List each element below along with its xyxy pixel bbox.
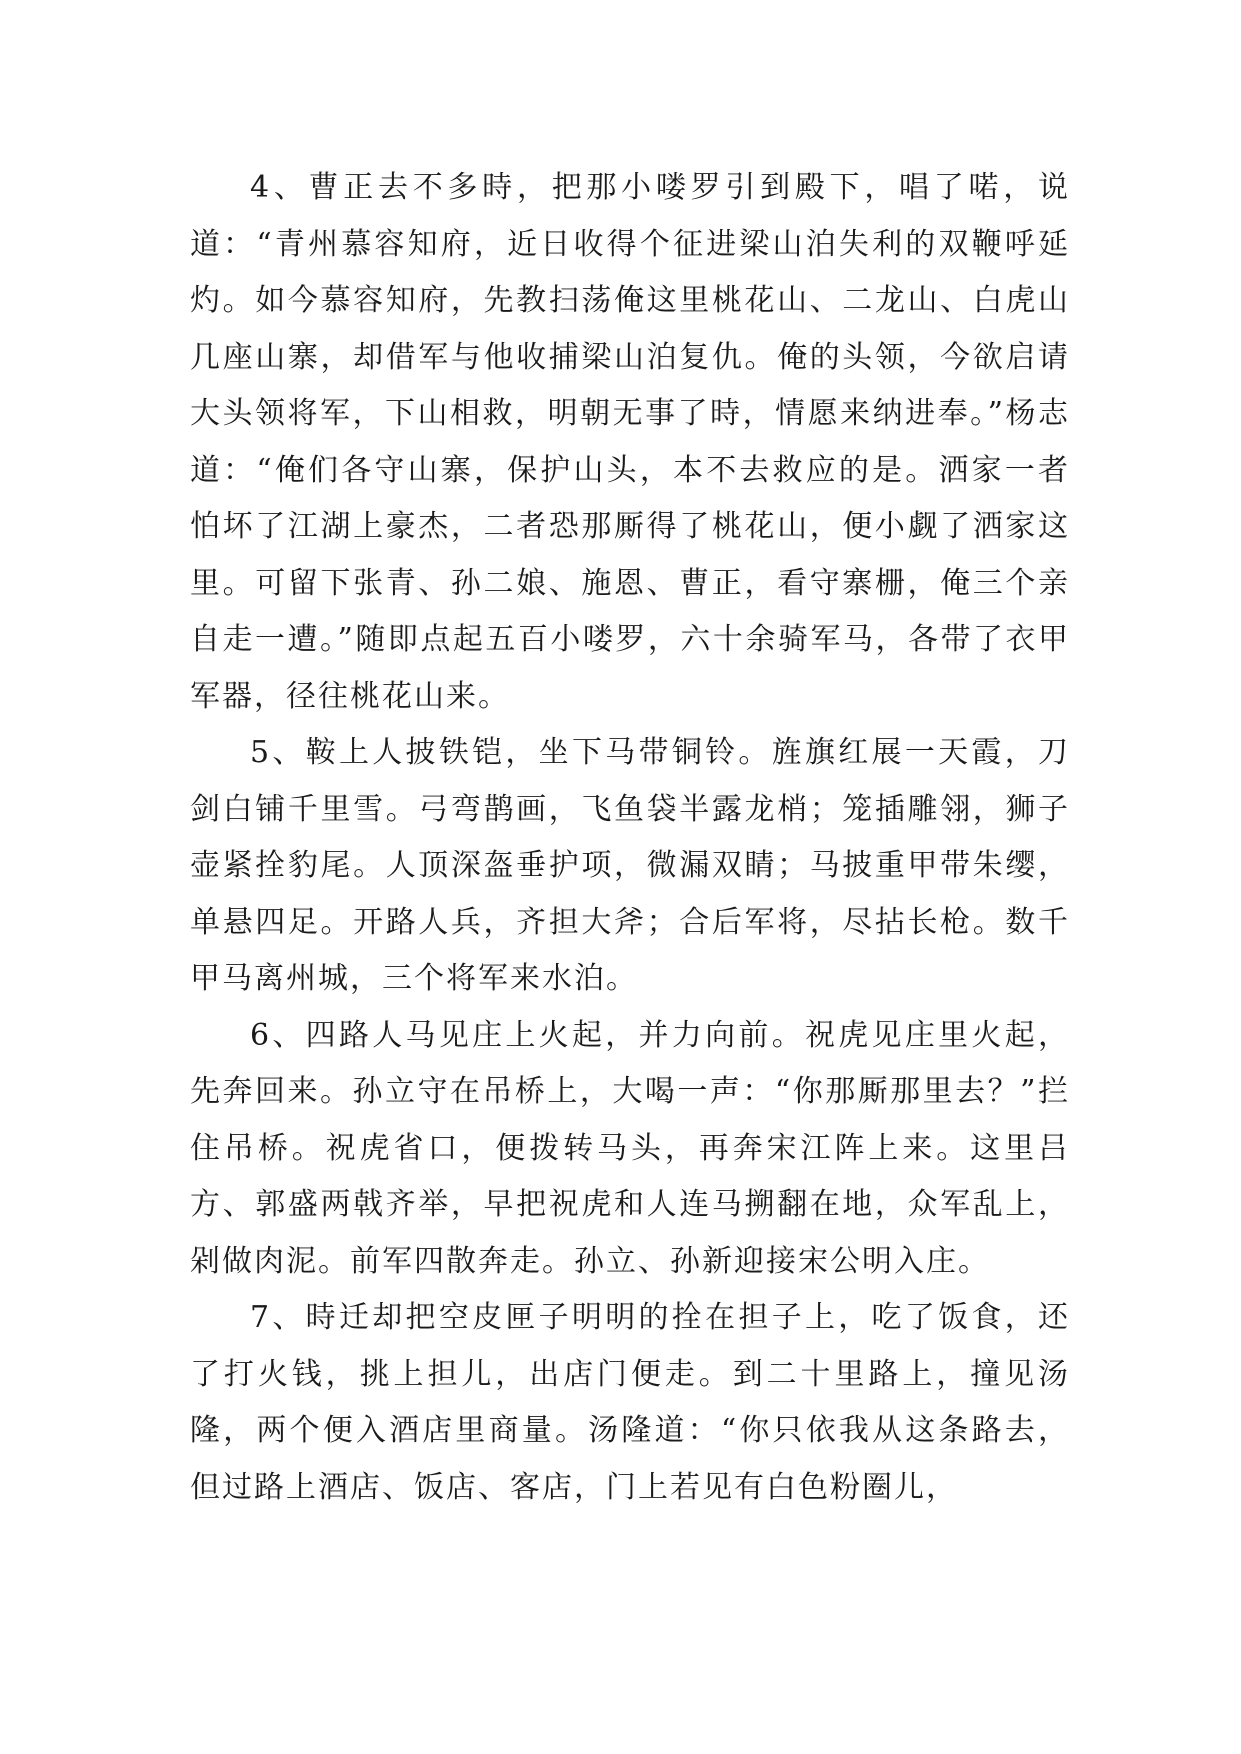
paragraph-4: 4、曹正去不多時，把那小喽罗引到殿下，唱了喏，说道：“青州慕容知府，近日收得个征进梁山泊失利的双鞭呼延灼。如今慕容知府，先教扫荡俺这里桃花山、二龙山、白虎山几座山寨，却借军与他收捕梁山泊复仇。俺的头领，今欲启请大头领将军，下山相救，明朝无事了時，情愿来纳进奉。”杨志道：“俺们各守山寨，保护山头，本不去救应的是。洒家一者怕坏了江湖上豪杰，二者恐那厮得了桃花山，便小觑了洒家这里。可留下张青、孙二娘、施恩、曹正，看守寨栅，俺三个亲自走一遭。”随即点起五百小喽罗，六十余骑军马，各带了衣甲军器，径往桃花山来。 [190,170,1070,714]
paragraph-7: 7、時迁却把空皮匣子明明的拴在担子上，吃了饭食，还了打火钱，挑上担儿，出店门便走。到二十里路上，撞见汤隆，两个便入酒店里商量。汤隆道：“你只依我从这条路去，但过路上酒店、饭店、客店，门上若见有白色粉圈儿， [190,1300,1070,1505]
body-text [190,160,1070,1516]
paragraph-5: 5、鞍上人披铁铠，坐下马带铜铃。旌旗红展一天霞，刀剑白铺千里雪。弓弯鹊画，飞鱼袋半露龙梢；笼插雕翎，狮子壶紧拴豹尾。人顶深盔垂护项，微漏双睛；马披重甲带朱缨，单悬四足。开路人兵，齐担大斧；合后军将，尽拈长枪。数千甲马离州城，三个将军来水泊。 [190,735,1070,996]
paragraph-6: 6、四路人马见庄上火起，并力向前。祝虎见庄里火起，先奔回来。孙立守在吊桥上，大喝一声：“你那厮那里去？”拦住吊桥。祝虎省口，便拨转马头，再奔宋江阵上来。这里吕方、郭盛两戟齐举，早把祝虎和人连马搠翻在地，众军乱上，剁做肉泥。前军四散奔走。孙立、孙新迎接宋公明入庄。 [190,1017,1070,1279]
